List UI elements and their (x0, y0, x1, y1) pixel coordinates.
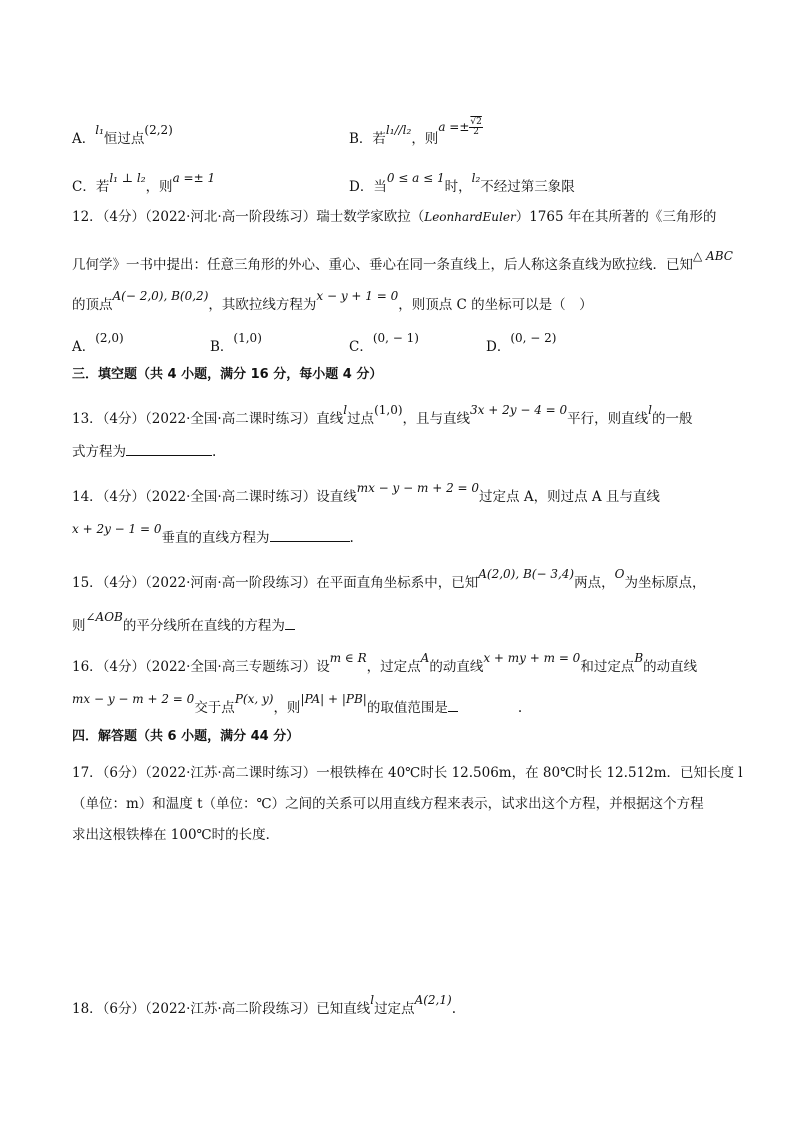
q13-answer-blank[interactable] (126, 442, 212, 456)
q13-line1: 13．（4分）（2022·全国·高二课时练习）直线l过点(1,0)，且与直线3x + 2y − 4 = 0平行，则直线l的一般 (72, 403, 693, 427)
q11-option-d: D．当0 ≤ a ≤ 1时，l₂不经过第三象限 (349, 171, 575, 195)
q17-line2: （单位：m）和温度 t（单位：℃）之间的关系可以用直线方程来表示，试求出这个方程，并根据这个方程 (72, 796, 704, 812)
q12-line1: 12．（4分）（2022·河北·高一阶段练习）瑞士数学家欧拉（LeonhardEuler）1765 年在其所著的《三角形的 (72, 209, 717, 225)
q15-line2: 则∠AOB的平分线所在直线的方程为 (72, 616, 295, 635)
q17-line1: 17．（6分）（2022·江苏·高二课时练习）一根铁棒在 40℃时长 12.506m，在 80℃时长 12.512m．已知长度 l (72, 765, 743, 781)
q16-line2: mx − y − m + 2 = 0交于点P(x, y)，则|PA| + |PB|的取值范围是 . (72, 692, 523, 716)
q11-option-c: C．若l₁ ⊥ l₂，则a =± 1 (72, 171, 216, 195)
q12-option-b: B．(1,0) (210, 331, 262, 355)
section3-heading: 三．填空题（共 4 小题，满分 16 分，每小题 4 分） (72, 367, 383, 382)
q14-line1: 14．（4分）（2022·全国·高二课时练习）设直线mx − y − m + 2 = 0过定点 A，则过点 A 且与直线 (72, 481, 660, 505)
q16-line1: 16．（4分）（2022·全国·高三专题练习）设m ∈ R，过定点A的动直线x + my + m = 0和过定点B的动直线 (72, 651, 698, 675)
q14-answer-blank[interactable] (270, 528, 350, 542)
q12-line2: 几何学》一书中提出：任意三角形的外心、重心、垂心在同一条直线上，后人称这条直线为欧拉线．已知△ ABC (72, 249, 733, 273)
q15-answer-blank[interactable] (285, 616, 295, 630)
q12-line3: 的顶点A(− 2,0), B(0,2)，其欧拉线方程为x − y + 1 = 0，则顶点 C 的坐标可以是（ ） (72, 289, 593, 313)
q15-line1: 15．（4分）（2022·河南·高一阶段练习）在平面直角坐标系中，已知A(2,0), B(− 3,4)两点，O为坐标原点， (72, 567, 706, 591)
q12-option-d: D．(0, − 2) (486, 331, 557, 355)
q18-line1: 18．（6分）（2022·江苏·高二阶段练习）已知直线l过定点A(2,1). (72, 993, 456, 1017)
q11-option-b: B．若l₁//l₂，则a =± $\frac{√2}{2}$ (349, 117, 482, 147)
q17-line3: 求出这根铁棒在 100℃时的长度． (72, 827, 280, 843)
q11-option-a: A．l₁恒过点(2,2) (72, 123, 173, 147)
q16-answer-blank[interactable] (448, 698, 458, 712)
q13-line2: 式方程为 . (72, 444, 217, 460)
q12-option-a: A．(2,0) (72, 331, 124, 355)
q12-option-c: C．(0, − 1) (349, 331, 419, 355)
section4-heading: 四．解答题（共 6 小题，满分 44 分） (72, 729, 300, 744)
q14-line2: x + 2y − 1 = 0垂直的直线方程为 . (72, 522, 354, 546)
